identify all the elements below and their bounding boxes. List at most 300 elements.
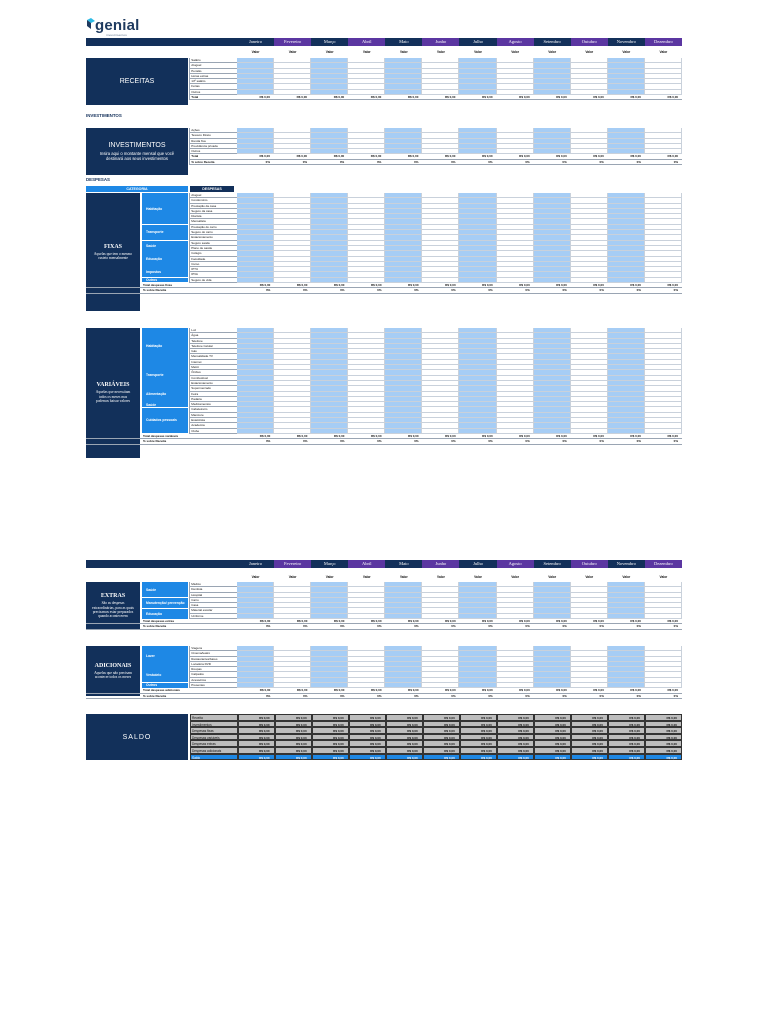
section-pct-value: 0% xyxy=(237,288,274,293)
row-label: Telefone xyxy=(189,339,237,344)
saldo-value: R$ 0,00 xyxy=(275,740,312,747)
saldo-value: R$ 0,00 xyxy=(460,727,497,734)
receitas-total-value: R$ 0,00 xyxy=(571,95,608,100)
saldo-value: R$ 0,00 xyxy=(534,740,571,747)
row-label: Aluguel xyxy=(189,193,237,198)
month-header-9: Outubro xyxy=(571,38,608,46)
section-total-value: R$ 0,00 xyxy=(497,619,534,624)
saldo-row xyxy=(86,747,682,754)
row-label: Diarista xyxy=(189,214,237,219)
section-total-value: R$ 0,00 xyxy=(423,434,460,439)
value-header-0: Valor xyxy=(251,575,260,579)
receitas-total-value: R$ 0,00 xyxy=(237,95,274,100)
month-header-11: Dezembro xyxy=(645,560,682,568)
saldo-value: R$ 0,00 xyxy=(349,740,386,747)
row-label: Padaria xyxy=(189,397,237,402)
month-header-2: Março xyxy=(323,561,336,566)
section-total-value: R$ 0,00 xyxy=(423,283,460,288)
value-header-3: Valor xyxy=(362,575,371,579)
section-pct-value: 0% xyxy=(311,288,348,293)
section-total-value: R$ 0,00 xyxy=(423,688,460,693)
section-total-value: R$ 0,00 xyxy=(311,619,348,624)
row-label: Clube xyxy=(189,429,237,434)
saldo-value: R$ 0,00 xyxy=(534,721,571,728)
receitas-total-value: R$ 0,00 xyxy=(385,95,422,100)
saldo-value: R$ 0,00 xyxy=(571,754,608,761)
row-label: Prestação da casa xyxy=(189,204,237,209)
brand-tagline: investimentos xyxy=(106,33,127,37)
saldo-value: R$ 0,00 xyxy=(608,727,645,734)
saldo-row xyxy=(86,714,682,721)
section-total-value: R$ 0,00 xyxy=(386,283,423,288)
row-label: Médico xyxy=(189,582,237,587)
saldo-value: R$ 0,00 xyxy=(386,714,423,721)
saldo-value: R$ 0,00 xyxy=(349,734,386,741)
section-total-value: R$ 0,00 xyxy=(274,619,311,624)
value-header-5: Valor xyxy=(437,50,445,54)
saldo-value: R$ 0,00 xyxy=(608,747,645,754)
row-label: Material escolar xyxy=(189,608,237,613)
row-label: Restaurantes/bares xyxy=(189,657,237,662)
saldo-value: R$ 0,00 xyxy=(238,747,275,754)
section-total-value: R$ 0,00 xyxy=(311,434,348,439)
saldo-value: R$ 0,00 xyxy=(645,721,682,728)
section-pct-value: 0% xyxy=(608,288,645,293)
investimentos-grid xyxy=(86,128,682,165)
value-header-11: Valor xyxy=(659,575,668,579)
saldo-value: R$ 0,00 xyxy=(608,714,645,721)
saldo-row-label: Despesas fixas xyxy=(190,727,238,734)
section-pct-value: 0% xyxy=(274,288,311,293)
section-pct-value: 0% xyxy=(497,288,534,293)
row-label: Seguro do carro xyxy=(189,230,237,235)
saldo-value: R$ 0,00 xyxy=(275,727,312,734)
section-pct-value: 0% xyxy=(423,288,460,293)
saldo-value: R$ 0,00 xyxy=(460,740,497,747)
saldo-value: R$ 0,00 xyxy=(460,754,497,761)
section-pct-label: % sobre Receita xyxy=(86,694,237,699)
row-label: Pensão xyxy=(189,69,237,74)
subcategory-1: Transporte xyxy=(142,365,188,386)
section-total-value: R$ 0,00 xyxy=(571,619,608,624)
value-header-1: Valor xyxy=(288,50,297,54)
subcategory-2: Alimentação xyxy=(142,386,188,401)
section-pct-value: 0% xyxy=(311,439,348,444)
saldo-value: R$ 0,00 xyxy=(349,721,386,728)
section-total-value: R$ 0,00 xyxy=(386,434,423,439)
investimentos-pct-value: 0% xyxy=(348,160,385,165)
section-total-value: R$ 0,00 xyxy=(497,688,534,693)
row-label: Cinema/teatro xyxy=(189,651,237,656)
section-pct-label: % sobre Receita xyxy=(86,288,237,293)
saldo-value: R$ 0,00 xyxy=(571,714,608,721)
section-total-value: R$ 0,00 xyxy=(348,688,385,693)
row-label: Roupas xyxy=(189,667,237,672)
value-header-8: Valor xyxy=(548,575,557,579)
row-label: Hospital xyxy=(189,593,237,598)
saldo-value: R$ 0,00 xyxy=(238,754,275,761)
row-label: Estacionamento xyxy=(189,235,237,240)
section-pct-value: 0% xyxy=(423,694,460,699)
saldo-value: R$ 0,00 xyxy=(571,740,608,747)
section-total-label: Total despesas variáveis xyxy=(86,434,237,439)
subcategory-0: Lazer xyxy=(142,646,188,667)
value-header-5: Valor xyxy=(437,575,445,579)
section-pct xyxy=(86,624,682,629)
row-label: Internet xyxy=(189,360,237,365)
value-header-4: Valor xyxy=(399,50,408,54)
row-label: Estacionamento xyxy=(189,381,237,386)
saldo-value: R$ 0,00 xyxy=(534,734,571,741)
month-header-3: Abril xyxy=(348,560,385,568)
investimentos-total-value: R$ 0,00 xyxy=(534,154,571,159)
section-pct-value: 0% xyxy=(608,439,645,444)
receitas-total-value: R$ 0,00 xyxy=(497,95,534,100)
section-pct-value: 0% xyxy=(571,694,608,699)
month-header-10: Novembro xyxy=(616,39,636,44)
saldo-value: R$ 0,00 xyxy=(497,721,534,728)
row-label: 13º salário xyxy=(189,79,237,84)
investimentos-total-value: R$ 0,00 xyxy=(608,154,645,159)
subcategory-3: Educação xyxy=(142,251,188,266)
section-total-value: R$ 0,00 xyxy=(237,283,274,288)
subcategory-2: Saúde xyxy=(142,241,188,251)
saldo-value: R$ 0,00 xyxy=(312,721,349,728)
investimentos-total-value: R$ 0,00 xyxy=(385,154,422,159)
section-total-value: R$ 0,00 xyxy=(460,434,497,439)
saldo-value: R$ 0,00 xyxy=(571,747,608,754)
section-pct-value: 0% xyxy=(534,624,571,629)
section-pct-value: 0% xyxy=(497,439,534,444)
section-pct-value: 0% xyxy=(386,288,423,293)
saldo-row xyxy=(86,721,682,728)
month-header-4: Maio xyxy=(399,39,409,44)
saldo-value: R$ 0,00 xyxy=(312,734,349,741)
saldo-row-label: Receita xyxy=(190,714,238,721)
row-label: Curso xyxy=(189,262,237,267)
section-total-value: R$ 0,00 xyxy=(534,434,571,439)
section-pct-value: 0% xyxy=(534,288,571,293)
section-total-value: R$ 0,00 xyxy=(534,283,571,288)
investimentos-pct-label: % sobre Receita xyxy=(189,160,237,165)
saldo-value: R$ 0,00 xyxy=(497,727,534,734)
section-total-value: R$ 0,00 xyxy=(348,619,385,624)
brand-logo xyxy=(86,18,146,38)
month-header-4: Maio xyxy=(399,561,409,566)
row-label: Telefone Celular xyxy=(189,344,237,349)
section-total-value: R$ 0,00 xyxy=(237,619,274,624)
month-header-5: Junho xyxy=(422,38,459,46)
section-pct-value: 0% xyxy=(348,624,385,629)
section-pct-value: 0% xyxy=(534,439,571,444)
section-total-label: Total despesas extras xyxy=(86,619,237,624)
saldo-value: R$ 0,00 xyxy=(312,727,349,734)
section-total-value: R$ 0,00 xyxy=(534,688,571,693)
section-pct-value: 0% xyxy=(274,624,311,629)
month-header-9: Outubro xyxy=(571,560,608,568)
section-pct-value: 0% xyxy=(608,694,645,699)
extras-subtitle: São as despesas extraordinárias, para as quais precisamos estar preparados quando acontecerem xyxy=(92,601,134,619)
saldo-value: R$ 0,00 xyxy=(312,754,349,761)
saldo-value: R$ 0,00 xyxy=(349,747,386,754)
investimentos-subtitle: Insira aqui o montante mensal que você destinará aos seus investimentos xyxy=(99,151,175,161)
saldo-value: R$ 0,00 xyxy=(275,747,312,754)
section-total-label: Total despesas adicionais xyxy=(86,688,237,693)
saldo-value: R$ 0,00 xyxy=(238,740,275,747)
row-spacer xyxy=(86,160,189,165)
saldo-value: R$ 0,00 xyxy=(534,754,571,761)
investimentos-pct-row xyxy=(86,160,682,165)
month-header-11: Dezembro xyxy=(645,38,682,46)
section-pct-value: 0% xyxy=(348,439,385,444)
value-row-spacer xyxy=(86,574,237,580)
subcategory-4: Impostos xyxy=(142,267,188,277)
investimentos-pct-value: 0% xyxy=(274,160,311,165)
section-total-value: R$ 0,00 xyxy=(645,434,682,439)
row-label: Horas extras xyxy=(189,74,237,79)
section-pct-value: 0% xyxy=(645,439,682,444)
month-header-10: Novembro xyxy=(616,561,636,566)
month-header-8: Setembro xyxy=(543,39,561,44)
receitas-total-value: R$ 0,00 xyxy=(608,95,645,100)
saldo-value: R$ 0,00 xyxy=(571,721,608,728)
row-label: IPTU xyxy=(189,267,237,272)
section-total-value: R$ 0,00 xyxy=(386,688,423,693)
section-pct-value: 0% xyxy=(534,694,571,699)
receitas-total-value: R$ 0,00 xyxy=(311,95,348,100)
saldo-value: R$ 0,00 xyxy=(534,727,571,734)
section-total-value: R$ 0,00 xyxy=(311,283,348,288)
value-header-0: Valor xyxy=(251,50,260,54)
saldo-value: R$ 0,00 xyxy=(423,727,460,734)
saldo-value: R$ 0,00 xyxy=(349,754,386,761)
saldo-value: R$ 0,00 xyxy=(497,754,534,761)
saldo-value: R$ 0,00 xyxy=(460,734,497,741)
row-label: Condomínio xyxy=(189,198,237,203)
value-header-7: Valor xyxy=(511,575,519,579)
row-label: Ações xyxy=(189,128,237,133)
section-total-value: R$ 0,00 xyxy=(608,434,645,439)
section-total-value: R$ 0,00 xyxy=(645,283,682,288)
investimentos-total-value: R$ 0,00 xyxy=(571,154,608,159)
value-header-2: Valor xyxy=(325,575,334,579)
saldo-row xyxy=(86,740,682,747)
row-label: Água xyxy=(189,333,237,338)
saldo-value: R$ 0,00 xyxy=(312,714,349,721)
variaveis-title: VARIÁVEIS xyxy=(96,382,130,389)
categoria-header: CATEGORIA xyxy=(86,186,188,192)
section-pct-value: 0% xyxy=(237,439,274,444)
row-label: Seguro de vida xyxy=(189,278,237,283)
subcategory-3: Saúde xyxy=(142,402,188,407)
section-total-value: R$ 0,00 xyxy=(348,434,385,439)
section-pct-value: 0% xyxy=(460,439,497,444)
section-pct-value: 0% xyxy=(571,624,608,629)
saldo-value: R$ 0,00 xyxy=(386,721,423,728)
investimentos-pct-value: 0% xyxy=(237,160,274,165)
section-pct-value: 0% xyxy=(460,624,497,629)
row-label: Acessórios xyxy=(189,678,237,683)
section-pct-value: 0% xyxy=(274,439,311,444)
investimentos-pct-value: 0% xyxy=(534,160,571,165)
row-label: Carro xyxy=(189,598,237,603)
month-header-6: Julho xyxy=(473,39,483,44)
row-label: Dentista xyxy=(189,587,237,592)
section-total-value: R$ 0,00 xyxy=(274,688,311,693)
section-total-value: R$ 0,00 xyxy=(571,283,608,288)
subcategory-0: Habitação xyxy=(142,328,188,365)
row-label: Salário xyxy=(189,58,237,63)
section-pct-value: 0% xyxy=(348,694,385,699)
receitas-total-row xyxy=(86,95,682,100)
investimentos-pct-value: 0% xyxy=(385,160,422,165)
value-header-8: Valor xyxy=(548,50,557,54)
section-total-value: R$ 0,00 xyxy=(460,619,497,624)
investimentos-total-value: R$ 0,00 xyxy=(422,154,459,159)
row-label: Outros xyxy=(189,90,237,95)
saldo-row-label: Despesas variáveis xyxy=(190,734,238,741)
month-header-1: Fevereiro xyxy=(274,560,311,568)
section-total-value: R$ 0,00 xyxy=(645,688,682,693)
saldo-value: R$ 0,00 xyxy=(608,754,645,761)
month-header-bar xyxy=(86,38,682,46)
section-total-value: R$ 0,00 xyxy=(460,283,497,288)
section-pct-value: 0% xyxy=(645,288,682,293)
investimentos-total-value: R$ 0,00 xyxy=(459,154,496,159)
subcategory-0: Saúde xyxy=(142,582,188,597)
saldo-value: R$ 0,00 xyxy=(497,714,534,721)
section-pct-value: 0% xyxy=(237,694,274,699)
month-header-7: Agosto xyxy=(497,38,534,46)
section-total-value: R$ 0,00 xyxy=(608,619,645,624)
saldo-value: R$ 0,00 xyxy=(275,754,312,761)
month-header-7: Agosto xyxy=(497,560,534,568)
month-header-0: Janeiro xyxy=(249,39,263,44)
month-bar-spacer xyxy=(86,38,237,46)
saldo-value: R$ 0,00 xyxy=(645,747,682,754)
saldo-value: R$ 0,00 xyxy=(238,734,275,741)
row-label: Mensalista xyxy=(189,219,237,224)
saldo-value: R$ 0,00 xyxy=(238,721,275,728)
extras-title: EXTRAS xyxy=(100,593,126,600)
row-label: Previdência privada xyxy=(189,144,237,149)
month-header-bar-2 xyxy=(86,560,682,568)
section-total-value: R$ 0,00 xyxy=(460,688,497,693)
saldo-value: R$ 0,00 xyxy=(238,714,275,721)
subcategory-0: Habitação xyxy=(142,193,188,224)
saldo-value: R$ 0,00 xyxy=(423,721,460,728)
saldo-value: R$ 0,00 xyxy=(349,727,386,734)
row-label: Presentes xyxy=(189,683,237,688)
investimentos-title: INVESTIMENTOS xyxy=(108,142,166,149)
row-label: Renda fixa xyxy=(189,139,237,144)
saldo-value: R$ 0,00 xyxy=(312,740,349,747)
section-total-value: R$ 0,00 xyxy=(274,434,311,439)
value-header-10: Valor xyxy=(622,50,631,54)
section-pct-value: 0% xyxy=(460,288,497,293)
row-label: Seguro da casa xyxy=(189,209,237,214)
saldo-value: R$ 0,00 xyxy=(571,727,608,734)
saldo-value: R$ 0,00 xyxy=(275,734,312,741)
row-label: Supermercado xyxy=(189,386,237,391)
subcategory-1: Manutenção/ prevenção xyxy=(142,598,188,608)
investimentos-pct-value: 0% xyxy=(311,160,348,165)
investimentos-total-value: R$ 0,00 xyxy=(497,154,534,159)
saldo-title: SALDO xyxy=(122,733,152,741)
saldo-value: R$ 0,00 xyxy=(386,747,423,754)
saldo-value: R$ 0,00 xyxy=(386,727,423,734)
saldo-value: R$ 0,00 xyxy=(645,714,682,721)
section-pct xyxy=(86,439,682,444)
row-label: Ônibus xyxy=(189,370,237,375)
investimentos-total-value: R$ 0,00 xyxy=(237,154,274,159)
saldo-value: R$ 0,00 xyxy=(349,714,386,721)
value-header-6: Valor xyxy=(474,575,482,579)
saldo-value: R$ 0,00 xyxy=(608,721,645,728)
fixas-subtitle: Aquelas que tem o mesmo custeio mensalmente xyxy=(93,251,133,260)
section-total-value: R$ 0,00 xyxy=(571,434,608,439)
value-header-1: Valor xyxy=(288,575,297,579)
investimentos-pct-value: 0% xyxy=(645,160,682,165)
saldo-value: R$ 0,00 xyxy=(423,734,460,741)
value-header-11: Valor xyxy=(659,50,668,54)
row-label: Viagens xyxy=(189,646,237,651)
row-label: Mensalidade TV xyxy=(189,354,237,359)
investimentos-pct-value: 0% xyxy=(608,160,645,165)
subcategory-2: Outros xyxy=(142,683,188,688)
subcategory-1: Vestuário xyxy=(142,667,188,682)
row-label: IPVA xyxy=(189,272,237,277)
investimentos-pct-value: 0% xyxy=(422,160,459,165)
saldo-row xyxy=(86,727,682,734)
section-pct-value: 0% xyxy=(423,624,460,629)
receitas-total-value: R$ 0,00 xyxy=(459,95,496,100)
saldo-value: R$ 0,00 xyxy=(238,727,275,734)
saldo-row-label: Saldo xyxy=(190,754,238,761)
investimentos-pct-value: 0% xyxy=(459,160,496,165)
section-pct xyxy=(86,288,682,293)
saldo-row-label: Despesas extras xyxy=(190,740,238,747)
subcategory-2: Educação xyxy=(142,609,188,619)
receitas-grid xyxy=(86,58,682,100)
row-spacer xyxy=(86,95,189,100)
month-header-2: Março xyxy=(323,39,336,44)
section-pct-value: 0% xyxy=(348,288,385,293)
saldo-value: R$ 0,00 xyxy=(534,747,571,754)
saldo-grid xyxy=(86,714,682,760)
saldo-value: R$ 0,00 xyxy=(497,747,534,754)
section-total-value: R$ 0,00 xyxy=(645,619,682,624)
row-label: Uniforme xyxy=(189,614,237,619)
section-total-value: R$ 0,00 xyxy=(571,688,608,693)
row-label: Tesouro Direto xyxy=(189,133,237,138)
brand-name: genial xyxy=(95,17,140,34)
value-header-10: Valor xyxy=(622,575,631,579)
receitas-total-value: R$ 0,00 xyxy=(348,95,385,100)
receitas-total-value: R$ 0,00 xyxy=(422,95,459,100)
row-label: Manicure xyxy=(189,413,237,418)
row-label: Esteticista xyxy=(189,418,237,423)
saldo-row xyxy=(86,754,682,761)
row-label: Locadora DVD xyxy=(189,662,237,667)
receitas-total-value: R$ 0,00 xyxy=(534,95,571,100)
investimentos-total-value: R$ 0,00 xyxy=(645,154,682,159)
saldo-value: R$ 0,00 xyxy=(534,714,571,721)
row-label: Férias xyxy=(189,84,237,89)
adicionais-subtitle: Aquelas que não precisam acontecer todos os meses xyxy=(94,670,132,679)
saldo-value: R$ 0,00 xyxy=(423,740,460,747)
investimentos-pct-value: 0% xyxy=(497,160,534,165)
